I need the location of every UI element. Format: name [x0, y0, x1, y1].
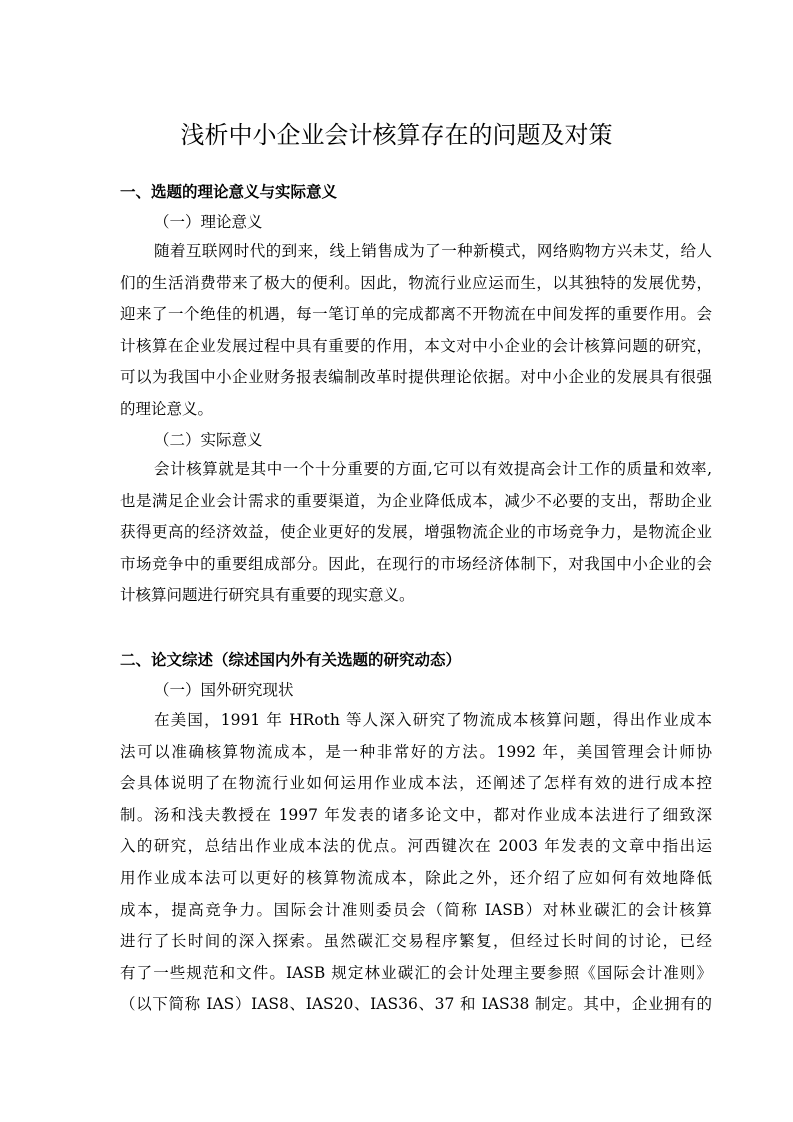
section-1-sub-1-paragraph: [120, 236, 712, 426]
paragraph-line: 会计核算就是其中一个十分重要的方面,它可以有效提高会计工作的质量和效率,: [154, 460, 712, 478]
section-1-sub-2-paragraph: [120, 454, 712, 612]
paragraph-line: 可以为我国中小企业财务报表编制改革时提供理论依据。对中小企业的发展具有很强: [120, 368, 712, 387]
paragraph-line: 迎来了一个绝佳的机遇，每一笔订单的完成都离不开物流在中间发挥的重要作用。会: [120, 305, 712, 324]
paragraph-line: 入的研究，总结出作业成本法的优点。河西键次在 2003 年发表的文章中指出运: [120, 837, 712, 856]
paragraph-line: 有了一些规范和文件。IASB 规定林业碳汇的会计处理主要参照《国际会计准则》: [120, 963, 712, 982]
paragraph-line: 成本，提高竞争力。国际会计准则委员会（简称 IASB）对林业碳汇的会计核算: [120, 900, 712, 919]
paragraph-line: 也是满足企业会计需求的重要渠道，为企业降低成本，减少不必要的支出，帮助企业: [120, 491, 712, 510]
section-2-sub-1-heading: （一）国外研究现状: [154, 681, 294, 699]
paragraph-line: 进行了长时间的深入探索。虽然碳汇交易程序繁复，但经过长时间的讨论，已经: [120, 932, 712, 951]
paragraph-line: 会具体说明了在物流行业如何运用作业成本法，还阐述了怎样有效的进行成本控: [120, 774, 712, 793]
paragraph-line: 的理论意义。: [120, 399, 214, 418]
paragraph-line: 市场竞争中的重要组成部分。因此，在现行的市场经济体制下，对我国中小企业的会: [120, 554, 712, 573]
section-1-sub-1-heading: （一）理论意义: [154, 213, 263, 231]
paragraph-line: 获得更高的经济效益，使企业更好的发展，增强物流企业的市场竞争力，是物流企业: [120, 523, 712, 542]
paragraph-line: 计核算在企业发展过程中具有重要的作用，本文对中小企业的会计核算问题的研究，: [120, 336, 712, 355]
section-1-heading: 一、选题的理论意义与实际意义: [120, 183, 338, 201]
paragraph-line: 计核算问题进行研究具有重要的现实意义。: [120, 586, 415, 605]
section-1-sub-2-heading: （二）实际意义: [154, 431, 263, 449]
section-2-heading: 二、论文综述（综述国内外有关选题的研究动态）: [120, 651, 462, 669]
paragraph-line: 法可以准确核算物流成本，是一种非常好的方法。1992 年，美国管理会计师协: [120, 742, 712, 761]
paragraph-line: （以下简称 IAS）IAS8、IAS20、IAS36、37 和 IAS38 制定。其中，企业拥有的: [120, 995, 712, 1014]
section-2-sub-1-paragraph: [120, 705, 712, 1021]
paragraph-line: 制。汤和浅夫教授在 1997 年发表的诸多论文中，都对作业成本法进行了细致深: [120, 805, 712, 824]
paragraph-line: 们的生活消费带来了极大的便利。因此，物流行业应运而生，以其独特的发展优势，: [120, 273, 712, 292]
paragraph-line: 用作业成本法可以更好的核算物流成本，除此之外，还介绍了应如何有效地降低: [120, 868, 712, 887]
paragraph-line: 在美国，1991 年 HRoth 等人深入研究了物流成本核算问题，得出作业成本: [154, 711, 712, 729]
document-title: 浅析中小企业会计核算存在的问题及对策: [180, 121, 613, 149]
paragraph-line: 随着互联网时代的到来，线上销售成为了一种新模式，网络购物方兴未艾，给人: [154, 242, 712, 260]
